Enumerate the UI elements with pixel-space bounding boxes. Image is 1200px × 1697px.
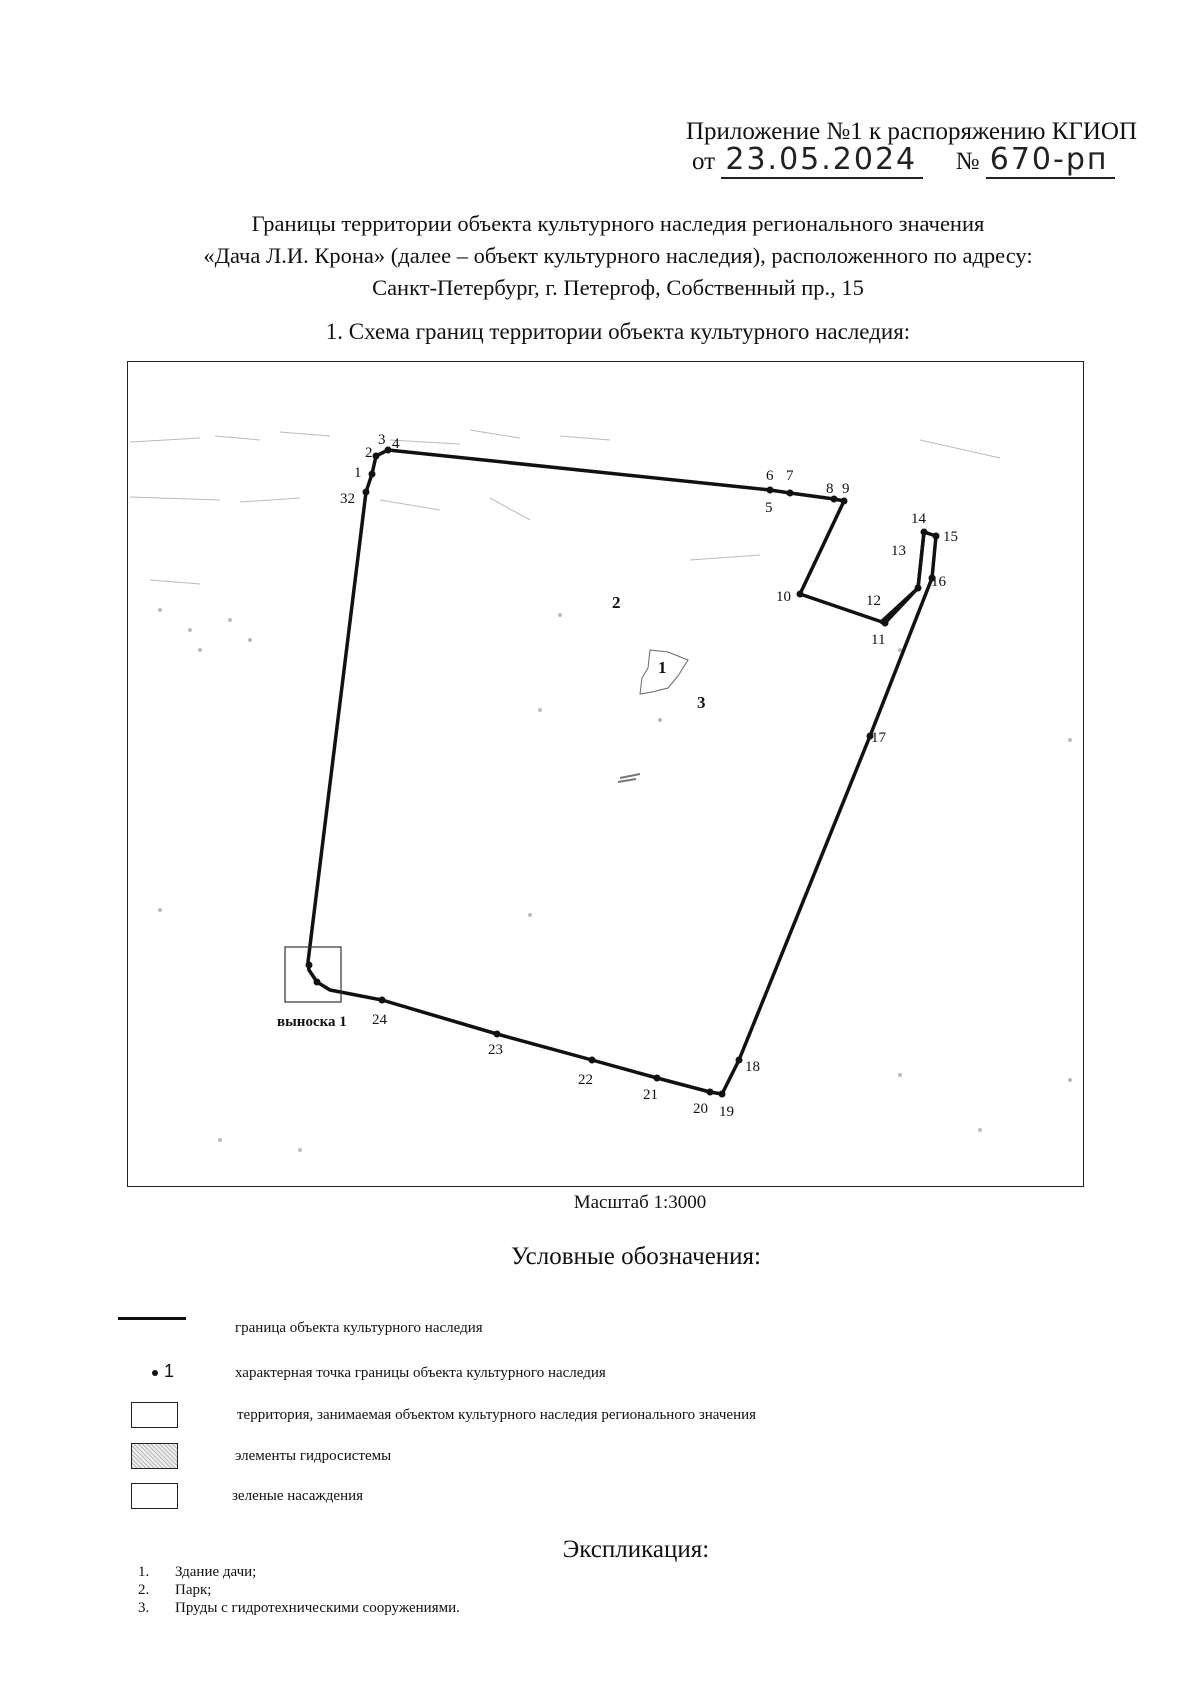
legend-row-greenery — [118, 1481, 1018, 1517]
legend-point-number: 1 — [164, 1361, 175, 1381]
order-date: 23.05.2024 — [721, 142, 923, 179]
boundary-points — [306, 447, 940, 1098]
legend-text-territory: территория, занимаемая объектом культурного наследия регионального значения — [237, 1407, 757, 1423]
area-label-park: 2 — [612, 593, 621, 612]
scheme-heading: 1. Схема границ территории объекта культурного наследия: — [325, 319, 911, 344]
explication-title: Экспликация: — [562, 1536, 710, 1563]
point-label-22: 22 — [578, 1072, 593, 1088]
date-prefix: от — [692, 148, 716, 175]
background-marks — [130, 430, 1072, 1152]
point-label-8: 8 — [826, 481, 834, 497]
point-label-4: 4 — [392, 436, 400, 452]
boundary-main — [308, 450, 936, 1094]
point-label-9: 9 — [842, 481, 850, 497]
point-label-20: 20 — [693, 1101, 708, 1117]
order-number: 670-рп — [986, 142, 1115, 179]
point-label-12: 12 — [866, 593, 881, 609]
point-label-21: 21 — [643, 1087, 658, 1103]
point-label-19: 19 — [719, 1104, 734, 1120]
territory-symbol — [131, 1402, 178, 1428]
hydro-symbol — [131, 1443, 178, 1469]
number-prefix: № — [955, 148, 980, 175]
explication-list — [138, 1563, 460, 1617]
map-scale: Масштаб 1:3000 — [573, 1192, 707, 1213]
explication-item: 3. Пруды с гидротехническими сооружениями. — [138, 1600, 460, 1616]
explication-item: 2. Парк; — [138, 1582, 212, 1598]
point-label-24: 24 — [372, 1012, 387, 1028]
legend-title: Условные обозначения: — [510, 1243, 762, 1270]
appendix-title: Приложение №1 к распоряжению КГИОП — [685, 118, 1137, 145]
legend-text-point: характерная точка границы объекта культурного наследия — [235, 1365, 606, 1381]
boundary-point-symbol — [118, 1358, 193, 1388]
point-label-18: 18 — [745, 1059, 760, 1075]
point-label-15: 15 — [943, 529, 958, 545]
legend-row-hydro — [118, 1441, 1018, 1477]
legend-text-boundary: граница объекта культурного наследия — [235, 1320, 483, 1336]
legend-text-hydro: элементы гидросистемы — [235, 1448, 392, 1464]
explication-item: 1. Здание дачи; — [138, 1564, 257, 1580]
legend-row-territory — [118, 1400, 1018, 1436]
point-label-16: 16 — [931, 574, 946, 590]
point-label-10: 10 — [776, 589, 791, 605]
greenery-symbol — [131, 1483, 178, 1509]
point-label-3: 3 — [378, 432, 386, 448]
pond-mark — [618, 774, 640, 782]
point-label-32: 32 — [340, 491, 355, 507]
point-label-13: 13 — [891, 543, 906, 559]
point-label-5: 5 — [765, 500, 773, 516]
point-label-23: 23 — [488, 1042, 503, 1058]
point-label-2: 2 — [365, 445, 373, 461]
point-label-14: 14 — [911, 511, 926, 527]
title-line-2: «Дача Л.И. Крона» (далее – объект культурного наследия), расположенного по адресу: — [203, 242, 1033, 268]
point-label-7: 7 — [786, 468, 794, 484]
title-line-1: Границы территории объекта культурного наследия регионального значения — [251, 211, 985, 236]
point-label-11: 11 — [871, 632, 886, 648]
legend-text-greenery: зеленые насаждения — [232, 1488, 364, 1504]
title-line-3: Санкт-Петербург, г. Петергоф, Собственный пр., 15 — [372, 274, 864, 300]
area-label-building: 1 — [658, 658, 667, 677]
point-label-1: 1 — [354, 465, 362, 481]
boundary-line-symbol — [118, 1313, 193, 1343]
callout-label: выноска 1 — [277, 1014, 347, 1030]
legend-row-boundary — [118, 1313, 1018, 1349]
point-label-17: 17 — [871, 730, 886, 746]
point-label-6: 6 — [766, 468, 774, 484]
area-label-ponds: 3 — [697, 693, 706, 712]
legend-row-point — [118, 1358, 1018, 1394]
